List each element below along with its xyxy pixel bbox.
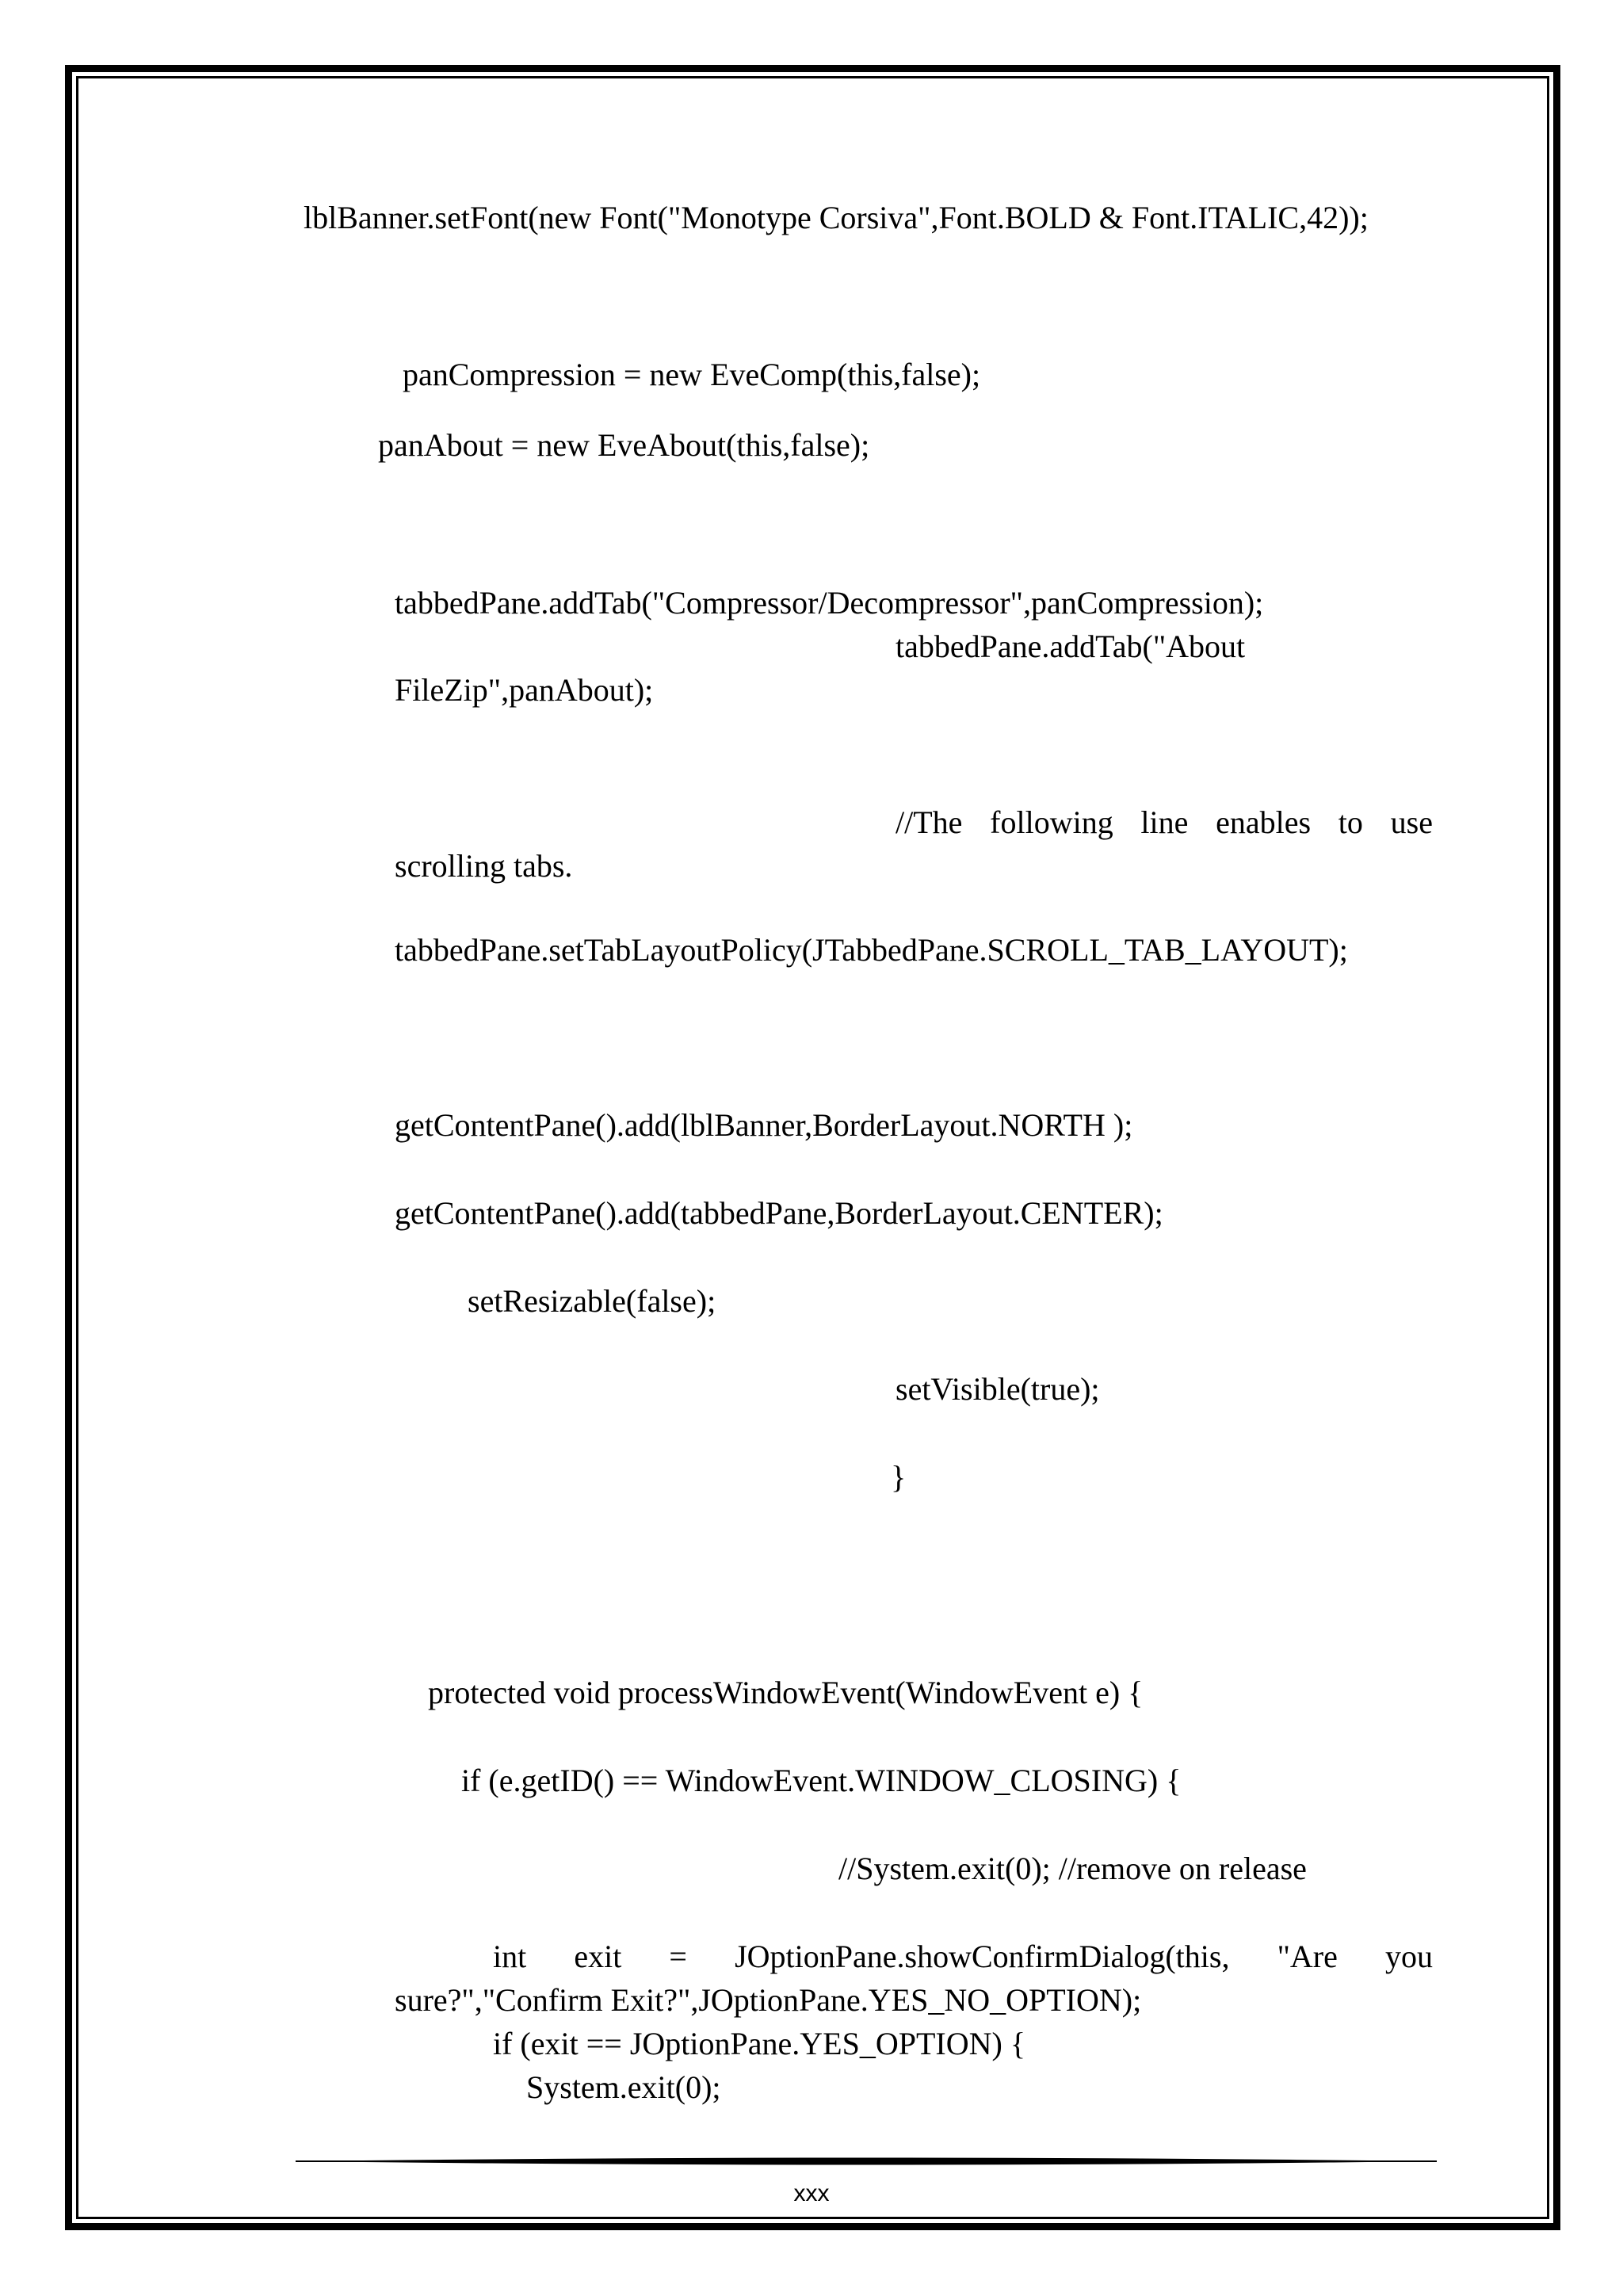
- code-closing-brace: }: [891, 1459, 907, 1495]
- code-line-set-resizable: setResizable(false);: [468, 1283, 716, 1319]
- footer-ornamental-rule: [296, 2154, 1437, 2168]
- code-word: JOptionPane.showConfirmDialog(this,: [735, 1939, 1230, 1974]
- code-line-add-tab-compressor: tabbedPane.addTab("Compressor/Decompressor",panCompression);: [395, 585, 1264, 621]
- code-line-add-tab-about: tabbedPane.addTab("About: [896, 628, 1246, 664]
- code-line-if-yes-option: if (exit == JOptionPane.YES_OPTION) {: [493, 2026, 1026, 2061]
- comment-word: enables: [1216, 804, 1312, 840]
- code-comment-scrolling-tabs: [896, 801, 1433, 844]
- code-line-set-tab-layout-policy: tabbedPane.setTabLayoutPolicy(JTabbedPane.SCROLL_TAB_LAYOUT);: [395, 932, 1348, 968]
- page-border-inner: [76, 76, 1549, 2219]
- code-word: you: [1384, 1939, 1433, 1974]
- code-line-set-visible: setVisible(true);: [896, 1371, 1100, 1407]
- page-number: xxx: [793, 2180, 830, 2206]
- code-line-set-font: lblBanner.setFont(new Font("Monotype Corsiva",Font.BOLD & Font.ITALIC,42));: [304, 200, 1369, 235]
- code-line-pan-compression: panCompression = new EveComp(this,false);: [403, 357, 981, 392]
- code-line-confirm-dialog: [493, 1935, 1433, 1978]
- code-line-system-exit: System.exit(0);: [526, 2069, 721, 2105]
- code-comment-scrolling-tabs-continued: scrolling tabs.: [395, 848, 573, 884]
- comment-word: following: [990, 804, 1113, 840]
- code-word: =: [669, 1939, 687, 1974]
- code-line-add-tab-about-continued: FileZip",panAbout);: [395, 672, 654, 708]
- code-word: "Are: [1277, 1939, 1338, 1974]
- code-line-add-banner: getContentPane().add(lblBanner,BorderLayout.NORTH );: [395, 1107, 1133, 1143]
- code-line-add-tabbed-pane: getContentPane().add(tabbedPane,BorderLayout.CENTER);: [395, 1195, 1163, 1231]
- comment-word: //The: [896, 804, 963, 840]
- code-line-confirm-dialog-continued: sure?","Confirm Exit?",JOptionPane.YES_NO_OPTION);: [395, 1982, 1142, 2018]
- code-line-if-window-closing: if (e.getID() == WindowEvent.WINDOW_CLOSING) {: [461, 1763, 1182, 1798]
- comment-word: use: [1390, 804, 1433, 840]
- code-word: int: [493, 1939, 527, 1974]
- comment-word: to: [1338, 804, 1363, 840]
- comment-word: line: [1140, 804, 1189, 840]
- code-line-process-window-event: protected void processWindowEvent(WindowEvent e) {: [428, 1675, 1144, 1710]
- code-word: exit: [574, 1939, 622, 1974]
- code-line-pan-about: panAbout = new EveAbout(this,false);: [378, 427, 870, 463]
- code-comment-system-exit: //System.exit(0); //remove on release: [838, 1851, 1307, 1886]
